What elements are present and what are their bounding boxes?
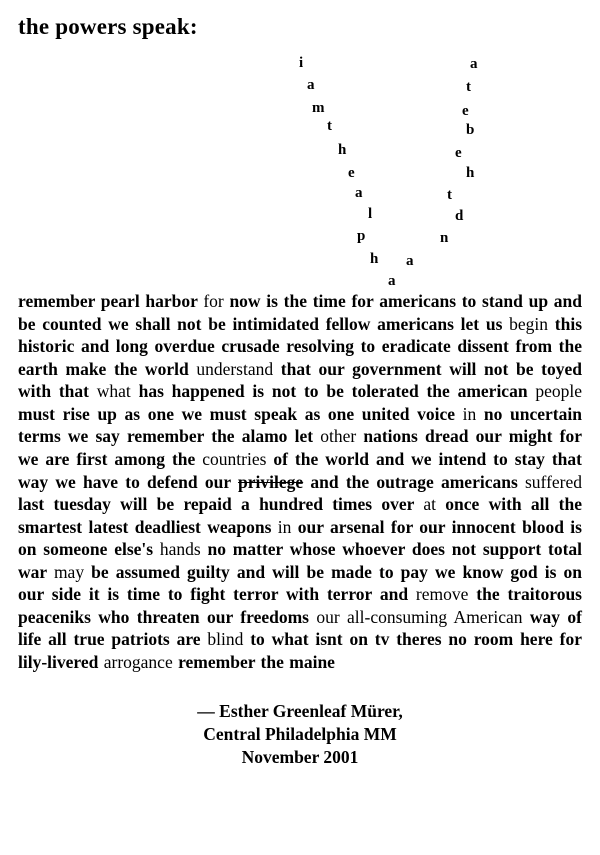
poem-segment: last tuesday will be repaid a hundred times over: [18, 494, 424, 515]
calligram-letter: a: [307, 77, 315, 93]
poem-segment: what: [96, 381, 139, 402]
signature-affiliation: Central Philadelphia MM: [203, 723, 397, 744]
calligram-letter: m: [312, 100, 325, 116]
calligram-letter: t: [466, 79, 471, 95]
poem-segment: no matter whose whoever does not support total war: [18, 539, 583, 582]
poem-segment: other: [320, 426, 364, 447]
poem-segment: at: [423, 494, 446, 515]
poem-segment: begin: [509, 313, 555, 334]
calligram-letter: h: [466, 165, 475, 181]
poem-segment: countries: [202, 448, 274, 469]
poem-segment: blind: [207, 629, 251, 650]
calligram-letter: h: [370, 251, 379, 267]
page-title: the powers speak:: [18, 14, 198, 39]
document-page: [0, 14, 600, 855]
calligram-letter: a: [470, 56, 478, 72]
poem-segment: the traitorous peaceniks who threaten our freedoms: [18, 584, 582, 627]
calligram-letter: b: [466, 122, 475, 138]
calligram-letter: a: [388, 273, 396, 289]
poem-segment: may: [53, 561, 92, 582]
poem-segment: for: [203, 291, 230, 311]
poem-segment: understand: [196, 358, 281, 379]
poem-segment: people: [535, 381, 582, 402]
calligram-figure: [0, 54, 600, 289]
poem-segment: of the world and we intend to stay that way we have: [18, 448, 582, 492]
poem-segment: way of life all true patriots are: [18, 606, 583, 650]
poem-body: [18, 290, 582, 674]
poem-segment: in: [277, 516, 298, 537]
calligram-letter: d: [455, 208, 464, 224]
signature-author: — Esther Greenleaf Mürer,: [197, 700, 403, 721]
poem-segment: suffered: [525, 471, 583, 492]
calligram-letter: e: [348, 165, 355, 181]
signature-date: November 2001: [241, 746, 359, 767]
poem-segment: has happened is not to be tolerated the american: [138, 381, 536, 402]
poem-segment: arrogance: [103, 652, 179, 672]
calligram-letter: p: [357, 228, 366, 244]
poem-segment: that our government will not be toyed with that: [18, 358, 582, 402]
calligram-letter: a: [406, 253, 414, 269]
poem-segment: privilege: [238, 471, 304, 492]
poem-segment: our all-consuming American: [316, 606, 530, 627]
poem-segment: remove: [415, 584, 477, 605]
poem-segment: to defend our: [125, 471, 239, 492]
poem-segment: remember the maine: [178, 652, 335, 672]
poem-segment: our arsenal for our innocent blood is on someone else's: [18, 516, 582, 560]
calligram-letter: t: [327, 118, 332, 134]
calligram-letter: e: [455, 145, 462, 161]
poem-segment: remember pearl harbor: [18, 291, 204, 311]
poem-segment: now is the time for americans to stand up and be counted we shall not be intimidated fellow americans let us: [18, 291, 582, 334]
calligram-letter: t: [447, 187, 452, 203]
poem-segment: this historic and long overdue crusade resolving to eradicate dissent from the earth make the world: [18, 313, 582, 379]
calligram-letter: i: [299, 55, 304, 71]
calligram-letter: h: [338, 142, 347, 158]
poem-segment: in: [462, 403, 484, 424]
poem-segment: nations dread our might for we are first among the: [18, 426, 582, 469]
calligram-letter: n: [440, 230, 449, 246]
poem-segment: be assumed guilty and will be made to pay we know god is on our side it is time to fight terror with terror and: [18, 561, 582, 605]
poem-segment: must rise up as one we must speak as one united voice: [18, 403, 463, 424]
calligram-letter: a: [355, 185, 363, 201]
calligram-letter: l: [368, 206, 373, 222]
poem-segment: once with all the smartest latest deadliest weapons: [18, 494, 582, 537]
calligram-letter: e: [462, 103, 469, 119]
poem-segment: and the outrage americans: [303, 471, 525, 492]
poem-segment: no uncertain terms we say remember the alamo let: [18, 403, 582, 447]
signature-block: [0, 700, 600, 769]
poem-segment: to what isnt on tv theres no room here for lily-livered: [18, 629, 582, 672]
poem-segment: hands: [159, 539, 208, 560]
